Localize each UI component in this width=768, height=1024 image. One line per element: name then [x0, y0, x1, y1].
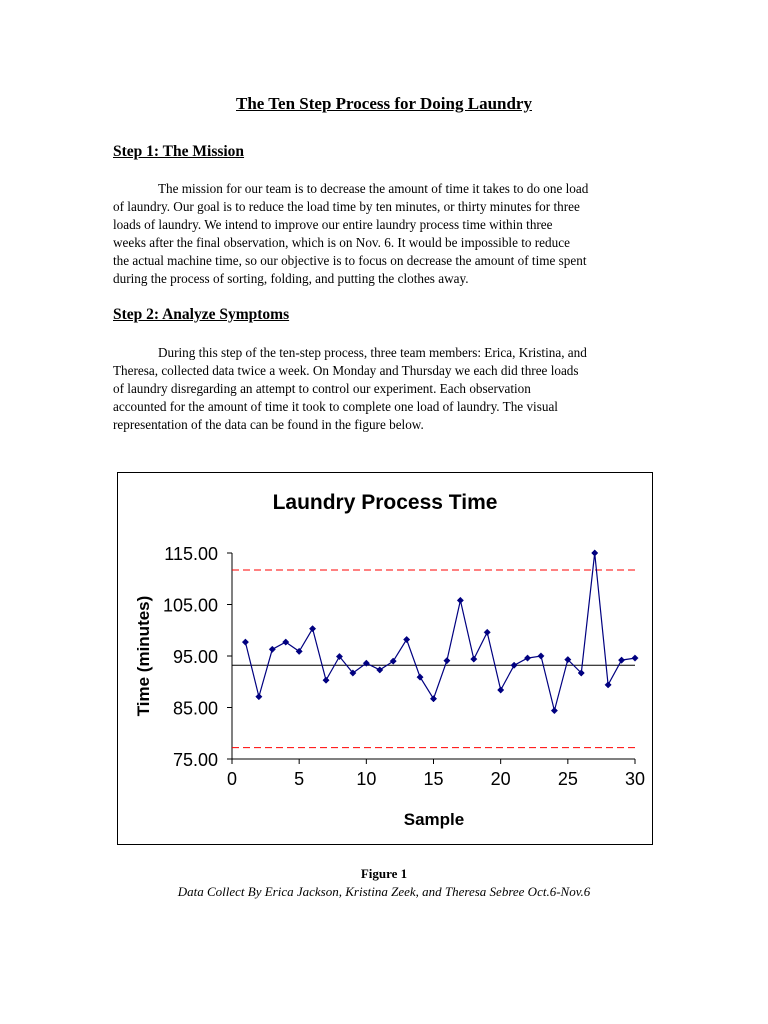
data-point [538, 653, 544, 659]
data-point [256, 693, 262, 699]
data-point [323, 677, 329, 683]
data-point [551, 707, 557, 713]
data-point [632, 655, 638, 661]
control-chart [118, 473, 652, 844]
data-point [390, 658, 396, 664]
x-tick-label: 20 [490, 769, 511, 789]
figure-credit: Data Collect By Erica Jackson, Kristina Zeek, and Theresa Sebree Oct.6-Nov.6 [177, 884, 591, 899]
data-point [377, 667, 383, 673]
data-point [430, 696, 436, 702]
paragraph-line: weeks after the final observation, which is on Nov. 6. It would be impossible to reduce [113, 235, 570, 250]
data-point [417, 674, 423, 680]
paragraph-line: of laundry disregarding an attempt to control our experiment. Each observation [113, 381, 531, 396]
data-point [497, 687, 503, 693]
data-point [242, 639, 248, 645]
x-tick-label: 25 [557, 769, 578, 789]
data-point [511, 662, 517, 668]
section-body-mission [113, 180, 661, 288]
x-tick-label: 15 [423, 769, 444, 789]
y-tick-label: 85.00 [172, 698, 218, 719]
x-tick-label: 30 [624, 769, 646, 789]
paragraph-line: During this step of the ten-step process, three team members: Erica, Kristina, and [158, 345, 587, 360]
data-point [457, 597, 463, 603]
x-axis-label: Sample [403, 810, 465, 829]
y-tick-label: 115.00 [164, 544, 218, 564]
x-tick-label: 0 [226, 769, 238, 789]
series-line [245, 553, 635, 711]
y-tick-label: 95.00 [172, 647, 218, 667]
paragraph-line: The mission for our team is to decrease the amount of time it takes to do one load [158, 181, 589, 196]
y-tick-label: 105.00 [162, 595, 218, 616]
paragraph-line: of laundry. Our goal is to reduce the load time by ten minutes, or thirty minutes for three [113, 199, 580, 214]
data-point [484, 629, 490, 635]
data-point [618, 657, 624, 663]
data-point [309, 626, 315, 632]
data-point [471, 656, 477, 662]
document-title: The Ten Step Process for Doing Laundry [236, 94, 532, 113]
data-point [524, 655, 530, 661]
paragraph-line: during the process of sorting, folding, and putting the clothes away. [113, 271, 469, 286]
data-point [269, 646, 275, 652]
figure-label: Figure 1 [360, 866, 408, 881]
paragraph-line: Theresa, collected data twice a week. On Monday and Thursday we each did three loads [113, 363, 579, 378]
paragraph-line: representation of the data can be found in the figure below. [113, 417, 424, 432]
data-point [605, 682, 611, 688]
y-axis-label: Time (minutes) [134, 595, 153, 717]
section-heading-mission: Step 1: The Mission [113, 143, 245, 160]
paragraph-line: loads of laundry. We intend to improve our entire laundry process time within three [113, 217, 553, 232]
paragraph-line: accounted for the amount of time it took to complete one load of laundry. The visual [113, 399, 558, 414]
paragraph-line: the actual machine time, so our objective is to focus on decrease the amount of time spent [113, 253, 587, 268]
y-tick-label: 75.00 [172, 750, 218, 770]
plot-area [163, 544, 645, 789]
section-heading-analyze: Step 2: Analyze Symptoms [113, 306, 290, 323]
data-point [592, 550, 598, 556]
chart-title: Laundry Process Time [272, 491, 498, 514]
x-tick-label: 10 [356, 769, 377, 789]
section-body-analyze [113, 344, 661, 434]
data-point [444, 657, 450, 663]
data-point [403, 636, 409, 642]
x-tick-label: 5 [294, 769, 305, 789]
chart-frame [117, 472, 653, 845]
